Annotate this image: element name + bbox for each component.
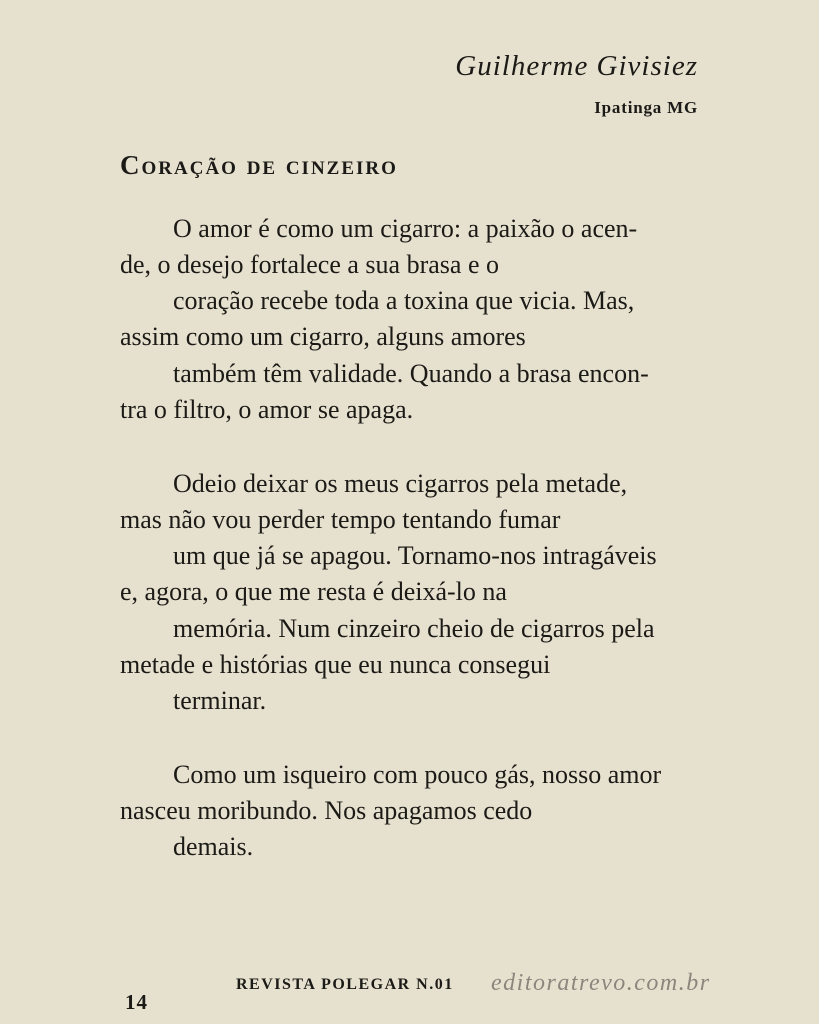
poem-line: O amor é como um cigarro: a paixão o acen- xyxy=(173,214,638,243)
footer-magazine-name: REVISTA POLEGAR N.01 xyxy=(236,976,454,993)
poem-line: de, o desejo fortalece a sua brasa e o xyxy=(120,250,499,279)
author-name: Guilherme Givisiez xyxy=(455,50,698,82)
poem-line: terminar. xyxy=(173,686,267,715)
poem-line: nasceu moribundo. Nos apagamos cedo xyxy=(120,796,533,825)
poem-line: mas não vou perder tempo tentando fumar xyxy=(120,505,561,534)
poem-line: um que já se apagou. Tornamo-nos intragáveis xyxy=(173,541,657,570)
poem-line: e, agora, o que me resta é deixá-lo na xyxy=(120,577,507,606)
poem-line: assim como um cigarro, alguns amores xyxy=(120,322,526,351)
poem-line: memória. Num cinzeiro cheio de cigarros pela xyxy=(173,614,655,643)
footer-website: editoratrevo.com.br xyxy=(491,970,711,996)
poem-line: tra o filtro, o amor se apaga. xyxy=(120,395,414,424)
poem-line: também têm validade. Quando a brasa encon- xyxy=(173,359,649,388)
poem-title: Coração de cinzeiro xyxy=(120,150,398,180)
page-number: 14 xyxy=(125,990,148,1014)
author-location: Ipatinga MG xyxy=(594,98,698,117)
poem-line: metade e histórias que eu nunca consegui xyxy=(120,650,551,679)
poem-line: Como um isqueiro com pouco gás, nosso amor xyxy=(173,760,662,789)
poem-line: demais. xyxy=(173,832,254,861)
poem-line: Odeio deixar os meus cigarros pela metade, xyxy=(173,469,628,498)
poem-line: coração recebe toda a toxina que vicia. Mas, xyxy=(173,286,635,315)
